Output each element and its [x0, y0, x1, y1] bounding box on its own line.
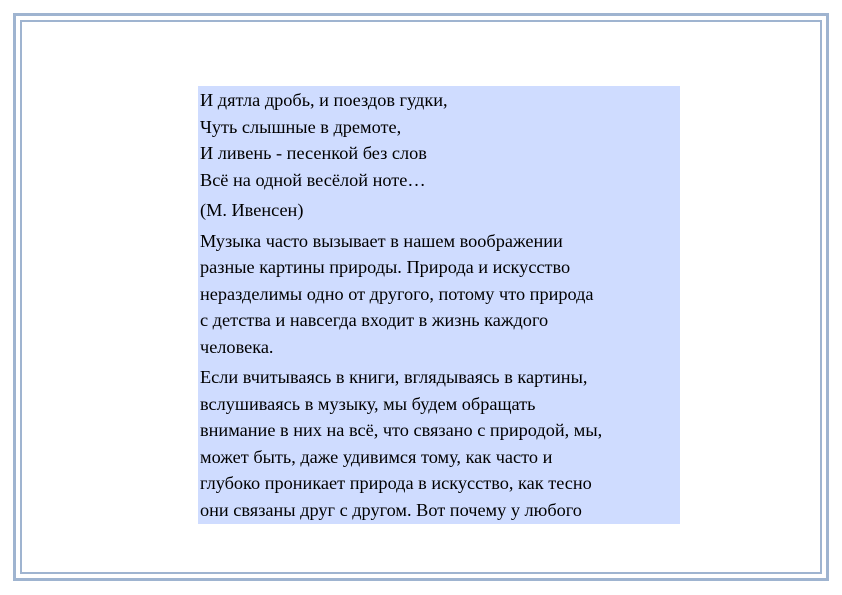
paragraph-line: внимание в них на всё, что связано с природой, мы, — [200, 420, 603, 440]
poem-line: Чуть слышные в дремоте, — [200, 116, 402, 137]
paragraph-line: глубоко проникает природа в искусство, как тесно — [200, 473, 592, 493]
poem-line: И ливень - песенкой без слов — [200, 143, 427, 163]
poem-line: И дятла дробь, и поездов гудки, — [200, 90, 448, 110]
poem-author: (М. Ивенсен) — [200, 200, 304, 220]
paragraph-line: может быть, даже удивимся тому, как часто и — [200, 446, 553, 467]
paragraph-line: человека. — [200, 336, 274, 357]
paragraph-line: Если вчитываясь в книги, вглядываясь в картины, — [200, 367, 588, 387]
paragraph-line: с детства и навсегда входит в жизнь каждого — [200, 310, 549, 330]
paragraph-1 — [200, 228, 678, 361]
poem-block — [200, 87, 678, 193]
paragraph-line: они связаны друг с другом. Вот почему у любого — [200, 499, 582, 520]
paragraph-line: вслушиваясь в музыку, мы будем обращать — [200, 393, 536, 414]
text-panel — [198, 86, 680, 524]
paragraph-line: Музыка часто вызывает в нашем воображении — [200, 230, 563, 251]
paragraph-line: разные картины природы. Природа и искусство — [200, 257, 571, 277]
paragraph-2 — [200, 364, 678, 523]
paragraph-line: неразделимы одно от другого, потому что природа — [200, 283, 594, 304]
poem-line: Всё на одной весёлой ноте… — [200, 169, 426, 190]
